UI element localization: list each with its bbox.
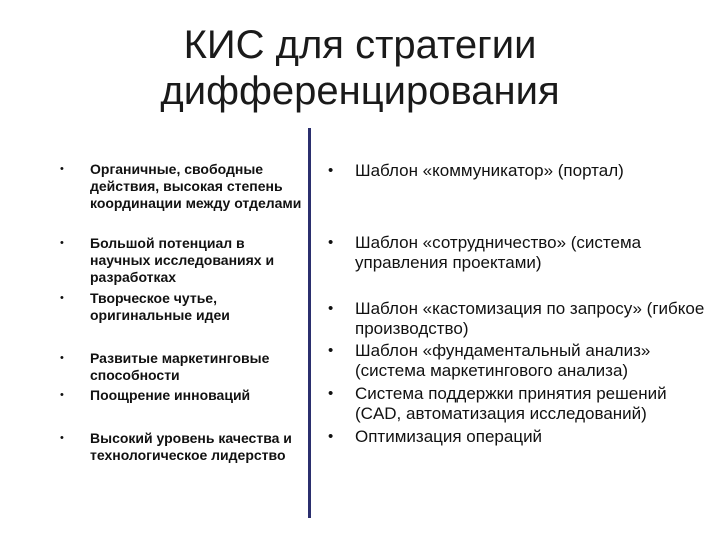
column-divider <box>308 128 311 518</box>
left-list-item <box>60 235 306 286</box>
right-item-text: Шаблон «кастомизация по запросу» (гибкое производство) <box>355 299 705 338</box>
right-list-item <box>328 233 708 273</box>
title-line-2: дифференцирования <box>160 69 560 113</box>
bullet-icon: • <box>60 292 64 304</box>
bullet-icon: • <box>328 162 334 179</box>
bullet-icon: • <box>328 342 334 359</box>
left-item-text: Развитые маркетинговые способности <box>90 350 270 383</box>
right-list-item <box>328 341 708 381</box>
bullet-icon: • <box>328 300 334 317</box>
slide-title <box>0 22 720 114</box>
right-item-text: Шаблон «коммуникатор» (портал) <box>355 161 624 180</box>
right-item-text: Оптимизация операций <box>355 427 543 446</box>
bullet-icon: • <box>328 234 334 251</box>
left-item-text: Высокий уровень качества и технологическое лидерство <box>90 430 292 463</box>
left-list-item <box>60 430 306 464</box>
right-item-text: Шаблон «фундаментальный анализ» (система маркетингового анализа) <box>355 341 651 380</box>
right-item-text: Шаблон «сотрудничество» (система управления проектами) <box>355 233 642 272</box>
bullet-icon: • <box>328 385 334 402</box>
right-list-item <box>328 161 708 181</box>
left-item-text: Поощрение инноваций <box>90 387 251 403</box>
bullet-icon: • <box>60 163 64 175</box>
bullet-icon: • <box>328 428 334 445</box>
left-list-item <box>60 350 306 384</box>
left-list-item <box>60 161 306 212</box>
right-list-item <box>328 299 708 339</box>
right-item-text: Система поддержки принятия решений (CAD, автоматизация исследований) <box>355 384 667 423</box>
left-list-item <box>60 290 306 324</box>
bullet-icon: • <box>60 432 64 444</box>
title-line-1: КИС для стратегии <box>183 23 537 67</box>
left-item-text: Творческое чутье, оригинальные идеи <box>90 290 230 323</box>
right-list-item <box>328 427 708 447</box>
left-list-item <box>60 387 306 404</box>
bullet-icon: • <box>60 237 64 249</box>
left-item-text: Органичные, свободные действия, высокая степень координации между отделами <box>90 161 302 211</box>
bullet-icon: • <box>60 389 64 401</box>
left-item-text: Большой потенциал в научных исследованиях и разработках <box>90 235 275 285</box>
bullet-icon: • <box>60 352 64 364</box>
right-list-item <box>328 384 708 424</box>
